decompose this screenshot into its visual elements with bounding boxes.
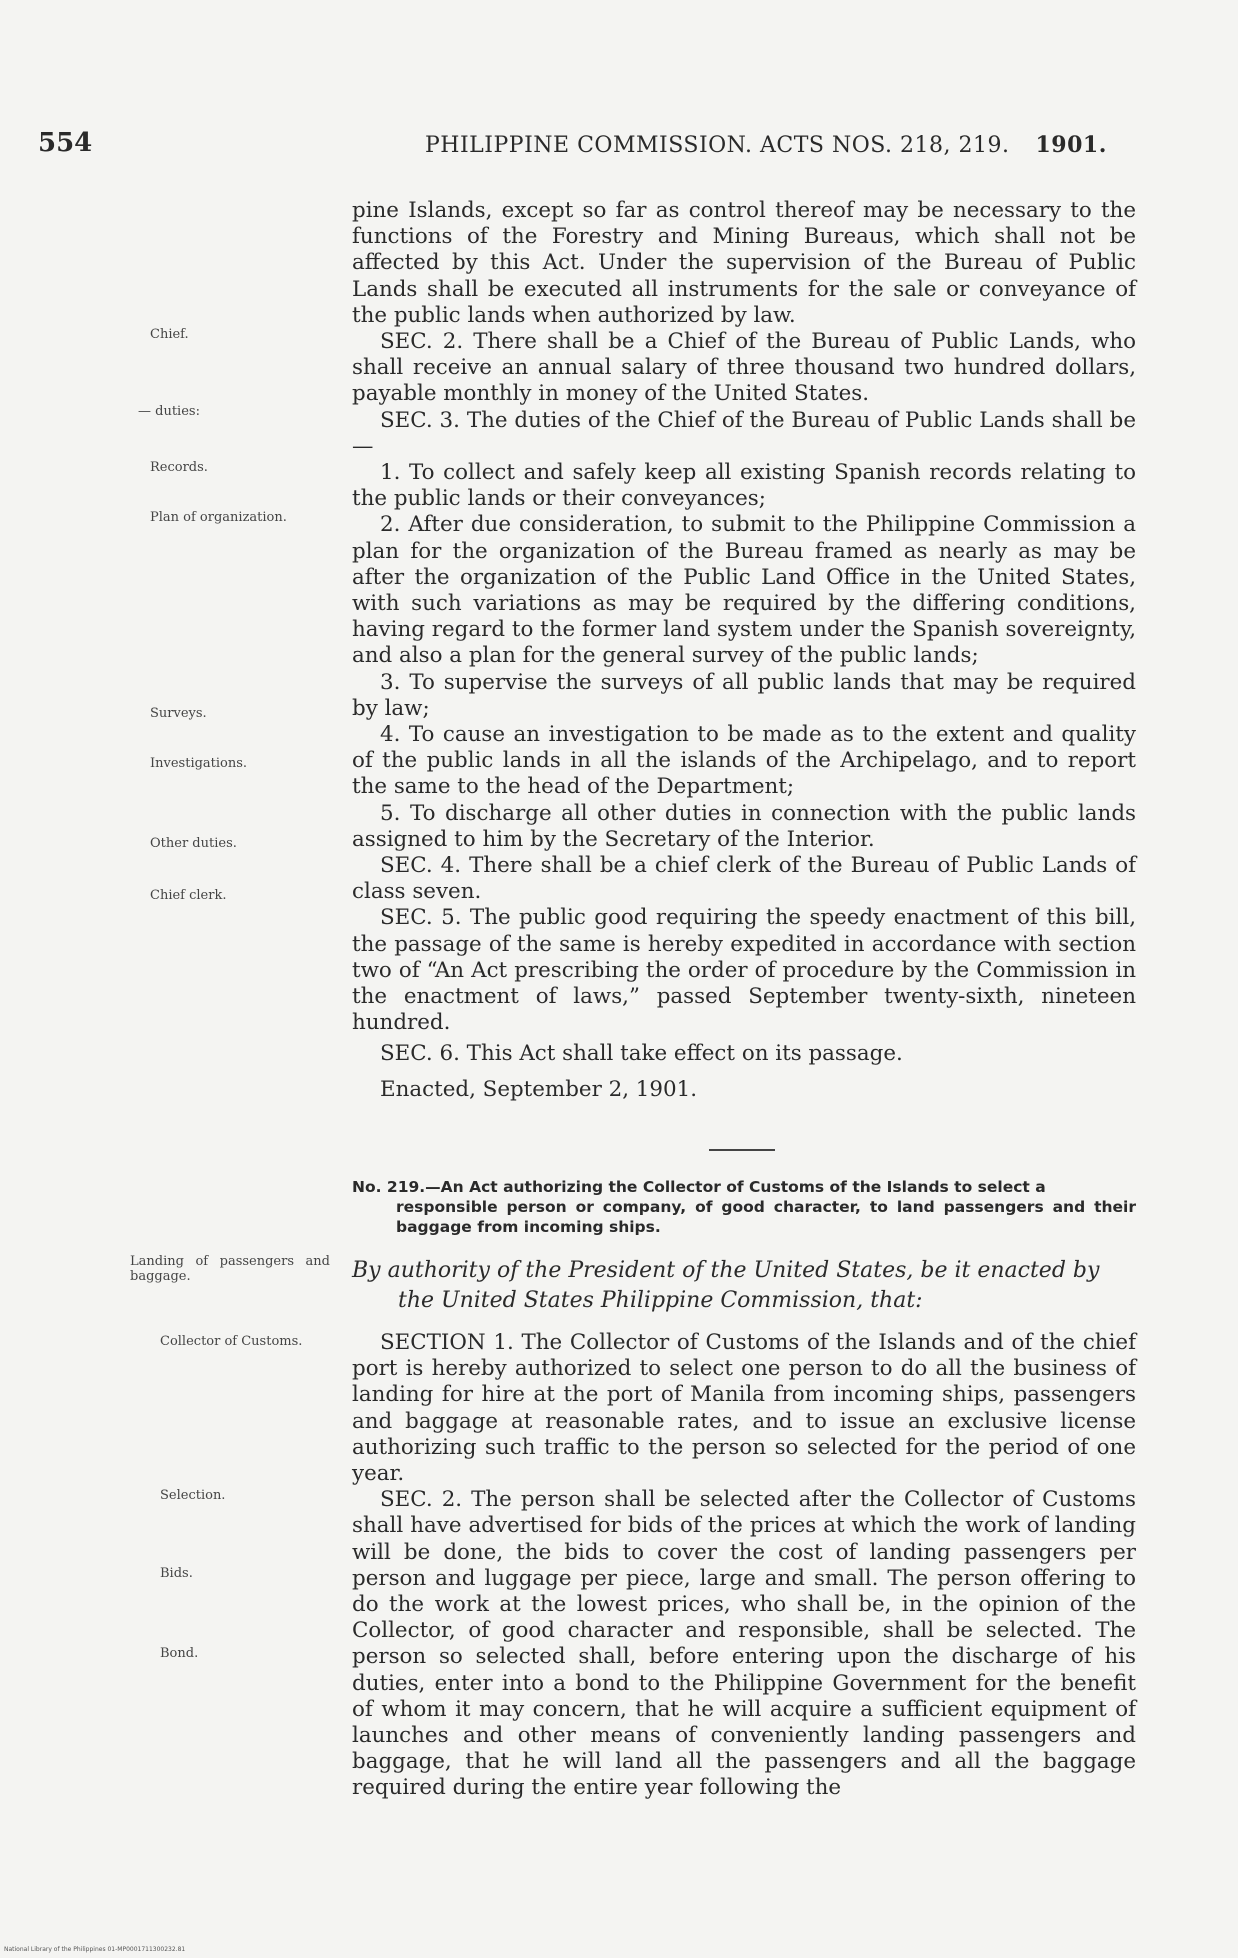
- running-title: PHILIPPINE COMMISSION. ACTS NOS. 218, 219.: [425, 133, 1010, 158]
- act218-item5: 5. To discharge all other duties in connection with the public lands assigned to him by the Secretary of the Interior.: [352, 800, 1136, 852]
- act219-heading: [352, 1177, 1136, 1237]
- margin-note-chief-clerk: Chief clerk.: [150, 888, 227, 903]
- act219-body: [352, 1330, 1136, 1802]
- page-number: 554: [38, 128, 93, 158]
- act218-item4: 4. To cause an investigation to be made as to the extent and quality of the public lands in all the islands of the Archipelago, and to report the same to the head of the Department;: [352, 722, 1136, 800]
- margin-note-chief: Chief.: [150, 327, 189, 342]
- margin-note-collector: Collector of Customs.: [160, 1334, 303, 1349]
- act218-item3: 3. To supervise the surveys of all public lands that may be required by law;: [352, 669, 1136, 721]
- act218-sec3: SEC. 3. The duties of the Chief of the Bureau of Public Lands shall be—: [352, 407, 1136, 459]
- act218-sec6: SEC. 6. This Act shall take effect on its passage.: [380, 1040, 903, 1066]
- margin-note-records: Records.: [150, 460, 208, 475]
- section-rule: [709, 1149, 775, 1151]
- act219-heading-line1: No. 219.—An Act authorizing the Collector of Customs of the Islands to select a: [352, 1178, 1046, 1196]
- margin-note-plan: Plan of organization.: [150, 510, 287, 525]
- act218-item1: 1. To collect and safely keep all existing Spanish records relating to the public lands or their conveyances;: [352, 460, 1136, 512]
- act218-sec4: SEC. 4. There shall be a chief clerk of the Bureau of Public Lands of class seven.: [352, 853, 1136, 905]
- running-head: [425, 132, 1107, 158]
- enacting-line2: the United States Philippine Commission, that:: [398, 1288, 923, 1313]
- margin-note-bids: Bids.: [160, 1566, 193, 1581]
- footer-source: National Library of the Philippines 01-MP0001711300232.81: [4, 1946, 186, 1953]
- act218-body: [352, 198, 1136, 1103]
- margin-note-selection: Selection.: [160, 1488, 226, 1503]
- act219-sec2: SEC. 2. The person shall be selected after the Collector of Customs shall have advertised for bids of the prices at which the work of landing will be done, the bids to cover the cost of landing passengers per person and luggage per piece, large and small. The person offering to do the work at the lowest prices, who shall be, in the opinion of the Collector, of good character and responsible, shall be selected. The person so selected shall, before entering upon the discharge of his duties, enter into a bond to the Philippine Government for the benefit of whom it may concern, that he will acquire a sufficient equipment of launches and other means of conveniently landing passengers and baggage, that he will land all the passengers and all the baggage required during the entire year following the: [352, 1487, 1136, 1801]
- enacting-line1: By authority of the President of the United States, be it enacted by: [352, 1258, 1100, 1283]
- running-year: 1901.: [1035, 132, 1107, 158]
- act219-enacting-clause: [352, 1256, 1136, 1316]
- margin-note-landing: Landing of passengers and baggage.: [130, 1254, 330, 1284]
- act218-sec2: SEC. 2. There shall be a Chief of the Bureau of Public Lands, who shall receive an annual salary of three thousand two hundred dollars, payable monthly in money of the United States.: [352, 329, 1136, 407]
- margin-note-bond: Bond.: [160, 1646, 199, 1661]
- margin-note-surveys: Surveys.: [150, 706, 207, 721]
- margin-note-duties: — duties:: [138, 404, 200, 419]
- margin-note-other-duties: Other duties.: [150, 836, 237, 851]
- act218-enacted: Enacted, September 2, 1901.: [380, 1076, 698, 1102]
- act219-section1: SECTION 1. The Collector of Customs of the Islands and of the chief port is hereby authorized to select one person to do all the business of landing for hire at the port of Manila from incoming ships, passengers and baggage at reasonable rates, and to issue an exclusive license authorizing such traffic to the person so selected for the period of one year.: [352, 1330, 1136, 1487]
- act219-heading-rest: responsible person or company, of good character, to land passengers and their baggage from incoming ships.: [396, 1198, 1136, 1236]
- act218-continuation: pine Islands, except so far as control thereof may be necessary to the functions of the Forestry and Mining Bureaus, which shall not be affected by this Act. Under the supervision of the Bureau of Public Lands shall be executed all instruments for the sale or conveyance of the public lands when authorized by law.: [352, 198, 1136, 328]
- act218-sec5: SEC. 5. The public good requiring the speedy enactment of this bill, the passage of the same is hereby expedited in accordance with section two of “An Act prescribing the order of procedure by the Commission in the enactment of laws,” passed September twenty-sixth, nineteen hundred.: [352, 905, 1136, 1036]
- act218-item2: 2. After due consideration, to submit to the Philippine Commission a plan for the organization of the Bureau framed as nearly as may be after the organization of the Public Land Office in the United States, with such variations as may be required by the differing conditions, having regard to the former land system under the Spanish sovereignty, and also a plan for the general survey of the public lands;: [352, 512, 1136, 669]
- margin-note-investigations: Investigations.: [150, 756, 248, 771]
